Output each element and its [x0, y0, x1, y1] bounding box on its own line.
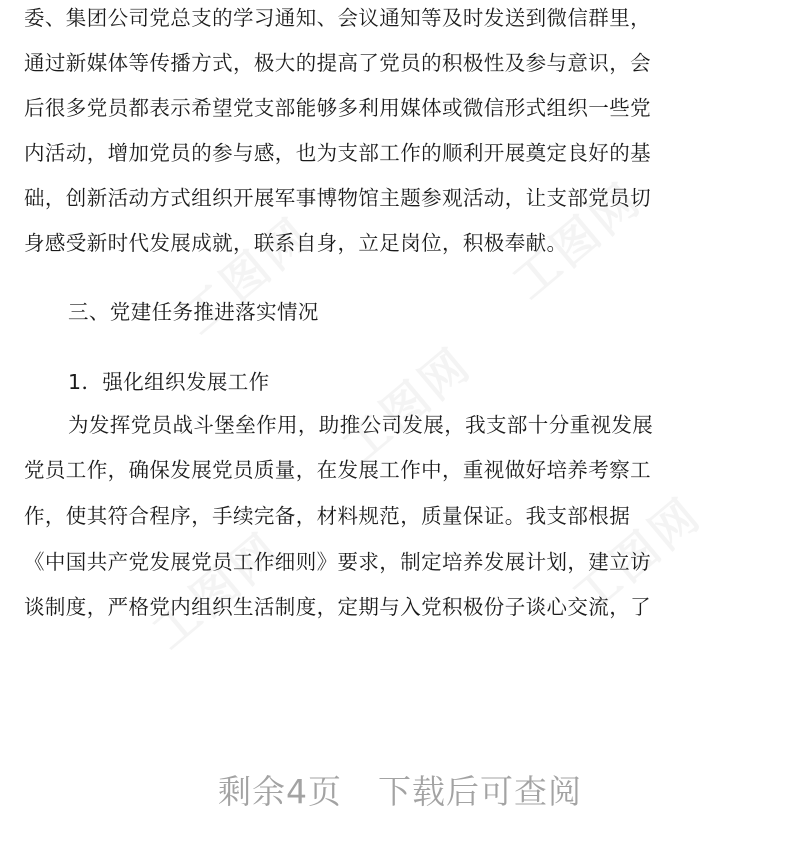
- paragraph-line: 通过新媒体等传播方式，极大的提高了党员的积极性及参与意识，会: [24, 51, 651, 75]
- paragraph-line: 为发挥党员战斗堡垒作用，助推公司发展，我支部十分重视发展: [68, 413, 654, 437]
- paragraph-line: 委、集团公司党总支的学习通知、会议通知等及时发送到微信群里，: [24, 6, 651, 30]
- paragraph-line: 《中国共产党发展党员工作细则》要求，制定培养发展计划，建立访: [24, 550, 651, 574]
- paragraph-line: 作，使其符合程序，手续完备，材料规范，质量保证。我支部根据: [24, 504, 631, 528]
- paragraph-line: 党员工作，确保发展党员质量，在发展工作中，重视做好培养考察工: [24, 458, 651, 482]
- paragraph-line: 内活动，增加党员的参与感，也为支部工作的顺利开展奠定良好的基: [24, 141, 651, 165]
- paragraph-line: 后很多党员都表示希望党支部能够多利用媒体或微信形式组织一些党: [24, 96, 651, 120]
- watermark: [136, 515, 293, 662]
- section-heading: 三、党建任务推进落实情况: [68, 300, 319, 324]
- paragraph-line: 身感受新时代发展成就，联系自身，立足岗位，积极奉献。: [24, 231, 568, 255]
- paragraph-line: 谈制度，严格党内组织生活制度，定期与入党积极份子谈心交流，了: [24, 595, 651, 619]
- paragraph-line: 础，创新活动方式组织开展军事博物馆主题参观活动，让支部党员切: [24, 186, 651, 210]
- watermark: [326, 330, 483, 477]
- remaining-pages-label: 剩余4页: [218, 772, 342, 811]
- download-prompt[interactable]: [0, 766, 800, 813]
- download-to-view-label[interactable]: 下载后可查阅: [378, 772, 582, 811]
- subsection-heading: 1．强化组织发展工作: [68, 370, 270, 394]
